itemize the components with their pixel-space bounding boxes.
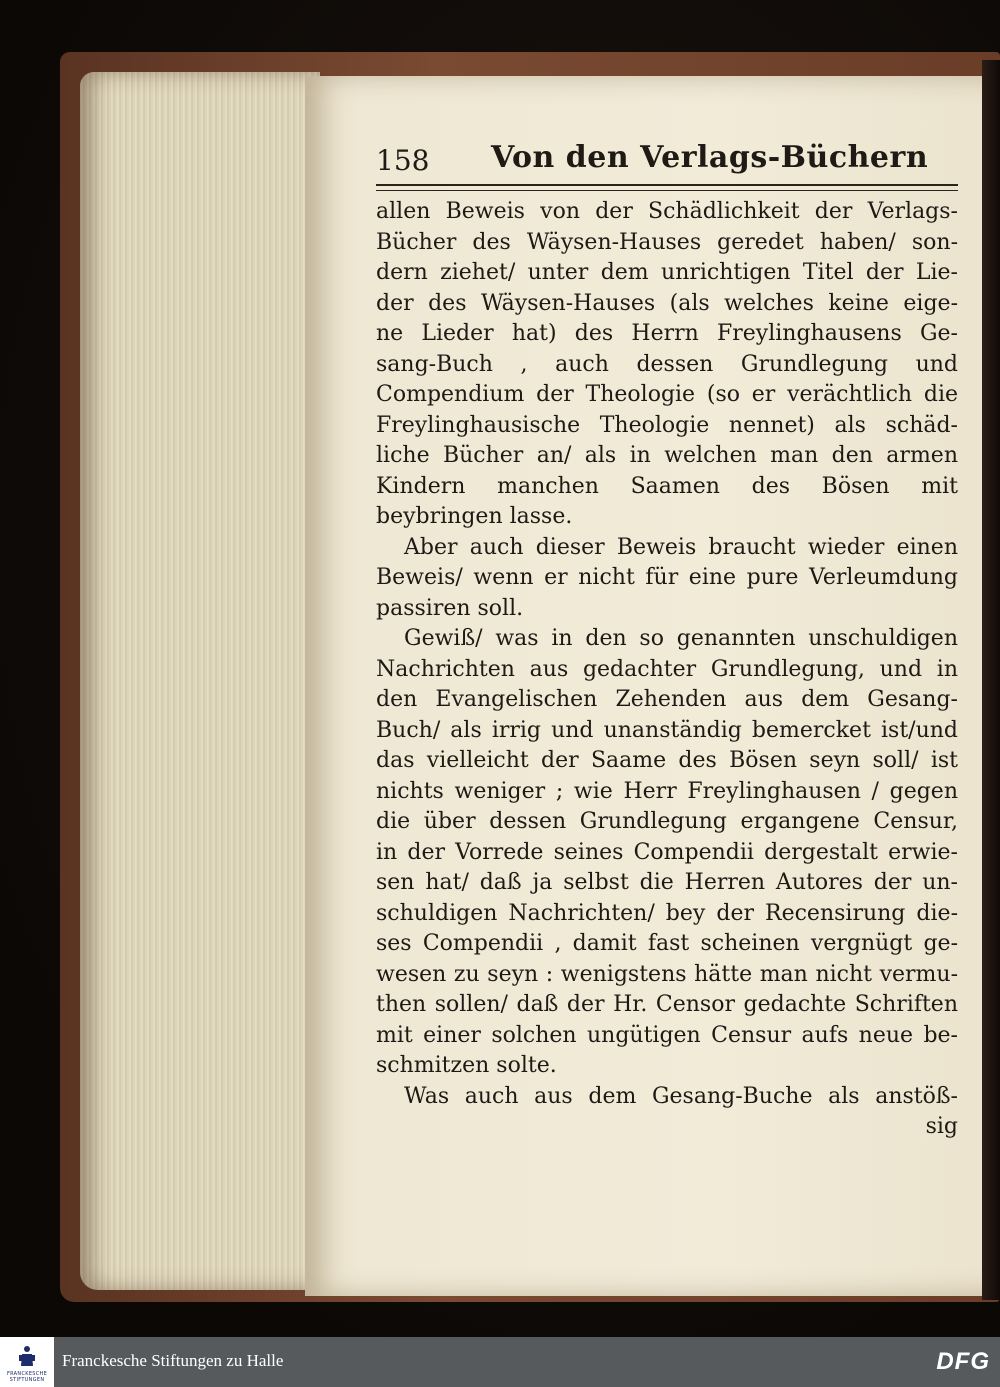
text-line: Gewiß/ was in den so genannten unschuldigen	[404, 626, 958, 651]
text-line: Aber auch dieser Beweis braucht wieder einen	[404, 534, 958, 560]
text-line: Kindern manchen Saamen des Bösen mit	[376, 473, 958, 499]
logo-caption: FRANCKESCHE STIFTUNGEN	[6, 1371, 48, 1383]
orphan-statue-icon	[18, 1345, 36, 1367]
text-line: den Evangelischen Zehenden aus dem Gesang-	[376, 687, 958, 712]
body-text	[376, 197, 958, 1143]
text-line: schmitzen solte.	[376, 1053, 557, 1078]
text-line: Bücher des Wäysen-Hauses geredet haben/ son-	[376, 229, 958, 255]
institution-name[interactable]: Franckesche Stiftungen zu Halle	[62, 1351, 284, 1370]
text-line: mit einer solchen ungütigen Censur aufs neue be-	[376, 1022, 958, 1048]
text-line: beybringen lasse.	[376, 504, 573, 529]
page-number: 158	[376, 144, 430, 177]
page-edges	[80, 72, 320, 1290]
text-line: das vielleicht der Saame des Bösen seyn soll/ ist	[376, 748, 958, 773]
text-line: schuldigen Nachrichten/ bey der Recensirung die-	[376, 900, 958, 926]
text-line: in der Vorrede seines Compendii dergestalt erwie-	[376, 839, 958, 865]
text-line: Beweis/ wenn er nicht für eine pure Verleumdung	[376, 565, 958, 590]
text-line: sang-Buch , auch dessen Grundlegung und	[376, 351, 958, 377]
header-rule	[376, 184, 958, 191]
text-line: wesen zu seyn : wenigstens hätte man nicht vermu-	[376, 961, 958, 987]
text-line: Freylinghausische Theologie nennet) als schäd-	[376, 412, 958, 438]
text-line: allen Beweis von der Schädlichkeit der Verlags-	[376, 199, 958, 224]
text-line: dern ziehet/ unter dem unrichtigen Titel der Lie-	[376, 260, 958, 285]
text-line: passiren soll.	[376, 595, 524, 621]
text-line: der des Wäysen-Hauses (als welches keine eige-	[376, 290, 958, 316]
text-line: liche Bücher an/ als in welchen man den armen	[376, 443, 958, 468]
page-header	[376, 140, 956, 184]
scan-shadow	[982, 60, 1000, 1300]
institution-logo[interactable]	[0, 1337, 54, 1387]
dfg-logo[interactable]: DFG	[936, 1348, 990, 1375]
catchword: sig	[925, 1114, 958, 1139]
text-line: Was auch aus dem Gesang-Buche als anstöß-	[404, 1083, 958, 1109]
text-line: ne Lieder hat) des Herrn Freylinghausens Ge-	[376, 321, 958, 346]
running-title: Von den Verlags-Büchern	[491, 140, 929, 175]
text-line: ses Compendii , damit fast scheinen vergnügt ge-	[376, 931, 958, 956]
text-line: then sollen/ daß der Hr. Censor gedachte Schriften	[376, 992, 958, 1017]
text-line: die über dessen Grundlegung ergangene Censur,	[376, 809, 958, 834]
viewer-footer	[0, 1337, 1000, 1387]
text-line: nichts weniger ; wie Herr Freylinghausen / gegen	[376, 778, 958, 804]
text-line: Nachrichten aus gedachter Grundlegung, und in	[376, 656, 958, 682]
text-line: sen hat/ daß ja selbst die Herren Autores der un-	[376, 870, 958, 895]
text-line: Compendium der Theologie (so er verächtlich die	[376, 382, 958, 407]
text-line: Buch/ als irrig und unanständig bemercket ist/und	[376, 717, 958, 743]
